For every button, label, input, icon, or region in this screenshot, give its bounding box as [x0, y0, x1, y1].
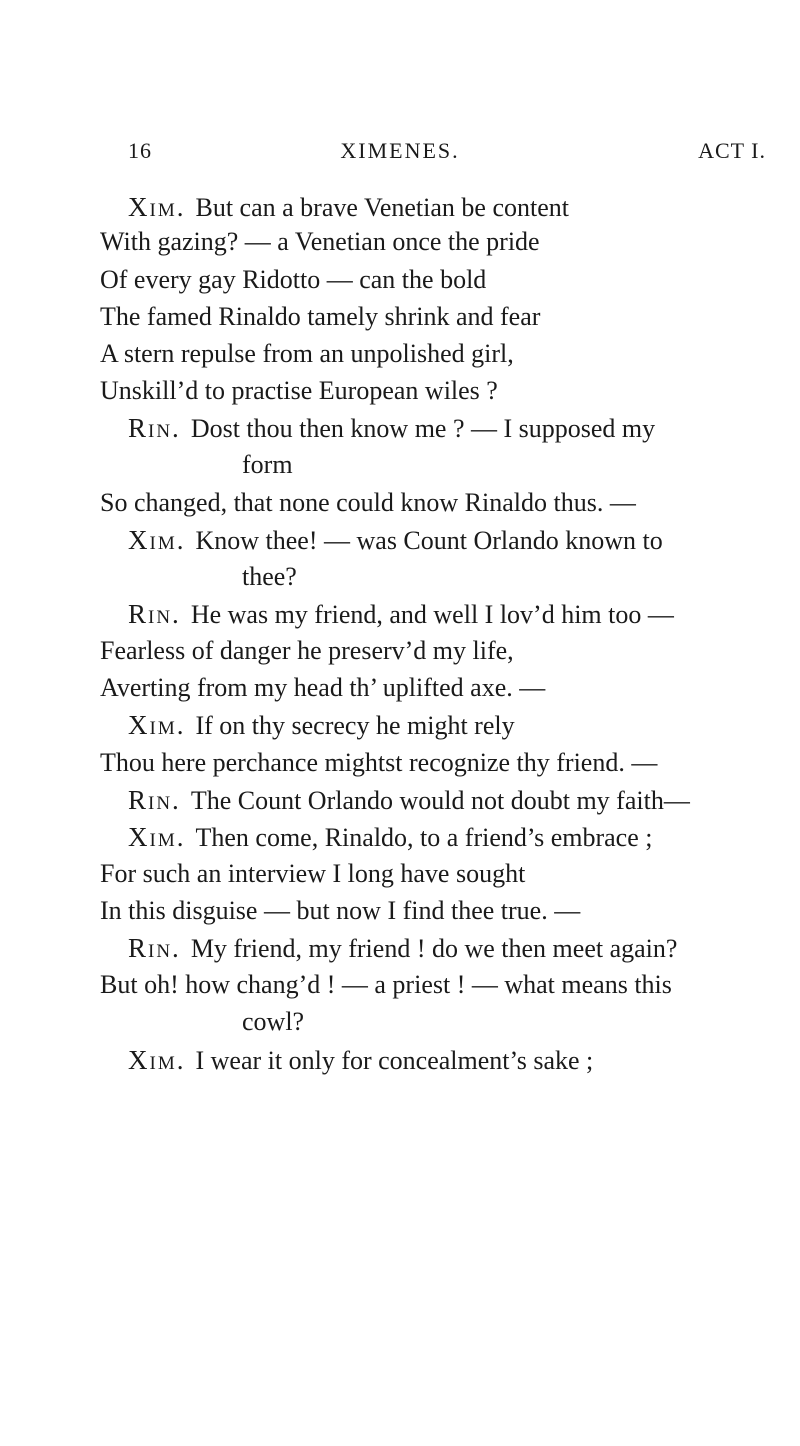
- line-text: A stern repulse from an unpolished girl,: [100, 339, 514, 368]
- act-label: ACT I.: [698, 138, 766, 163]
- speaker-name: Rin.: [128, 785, 181, 815]
- verse-line: [100, 746, 657, 780]
- verse-line: [128, 190, 569, 224]
- verse-line: [128, 820, 653, 854]
- verse-line: [100, 263, 486, 297]
- line-text: But can a brave Venetian be content: [195, 193, 569, 222]
- speaker-name: Rin.: [128, 933, 181, 963]
- speaker-name: Rin.: [128, 413, 181, 443]
- line-text: form: [242, 450, 293, 479]
- verse-line: [100, 894, 580, 928]
- line-text: In this disguise — but now I find thee true. —: [100, 896, 581, 925]
- line-text: My friend, my friend ! do we then meet again?: [190, 934, 678, 963]
- line-text: The famed Rinaldo tamely shrink and fear: [100, 302, 541, 331]
- speaker-name: Rin.: [128, 599, 181, 629]
- line-text: For such an interview I long have sought: [100, 859, 526, 888]
- speaker-name: Xim.: [128, 822, 186, 852]
- line-text: Unskill’d to practise European wiles ?: [100, 376, 498, 405]
- verse-line: [128, 708, 515, 742]
- line-text: If on thy secrecy he might rely: [195, 711, 515, 740]
- line-text: Of every gay Ridotto — can the bold: [100, 265, 487, 294]
- verse-line: [100, 634, 514, 668]
- line-text: The Count Orlando would not doubt my faith—: [190, 786, 690, 815]
- verse-line: [100, 671, 545, 705]
- verse-line: [128, 931, 677, 965]
- line-text: With gazing? — a Venetian once the pride: [100, 227, 540, 256]
- verse-line: [100, 374, 498, 408]
- verse-line: [128, 523, 663, 557]
- speaker-name: Xim.: [128, 525, 186, 555]
- verse-line: [100, 225, 540, 259]
- line-text: But oh! how chang’d ! — a priest ! — what means this: [100, 970, 672, 999]
- speaker-name: Xim.: [128, 192, 186, 222]
- line-text: Averting from my head th’ uplifted axe. —: [100, 673, 546, 702]
- verse-line: [100, 300, 540, 334]
- verse-line: [242, 1005, 304, 1039]
- verse-line: [100, 486, 636, 520]
- line-text: Know thee! — was Count Orlando known to: [195, 526, 663, 555]
- speaker-name: Xim.: [128, 710, 186, 740]
- line-text: cowl?: [242, 1007, 305, 1036]
- verse-line: [242, 448, 293, 482]
- verse-line: [128, 597, 674, 631]
- running-header: [0, 138, 800, 172]
- verse-line: [128, 411, 655, 445]
- verse-line: [100, 337, 514, 371]
- line-text: He was my friend, and well I lov’d him too —: [190, 600, 674, 629]
- line-text: So changed, that none could know Rinaldo thus. —: [100, 488, 636, 517]
- verse-line: [128, 783, 690, 817]
- line-text: Then come, Rinaldo, to a friend’s embrace ;: [195, 823, 653, 852]
- verse-line: [128, 1043, 593, 1077]
- verse-line: [100, 857, 525, 891]
- line-text: Thou here perchance mightst recognize thy friend. —: [100, 748, 658, 777]
- speaker-name: Xim.: [128, 1045, 186, 1075]
- running-title: XIMENES.: [340, 138, 460, 163]
- line-text: thee?: [242, 562, 297, 591]
- verse-line: [100, 968, 672, 1002]
- page-number: 16: [128, 138, 152, 163]
- line-text: I wear it only for concealment’s sake ;: [195, 1046, 594, 1075]
- verse-line: [242, 560, 297, 594]
- line-text: Dost thou then know me ? — I supposed my: [190, 414, 656, 443]
- line-text: Fearless of danger he preserv’d my life,: [100, 636, 514, 665]
